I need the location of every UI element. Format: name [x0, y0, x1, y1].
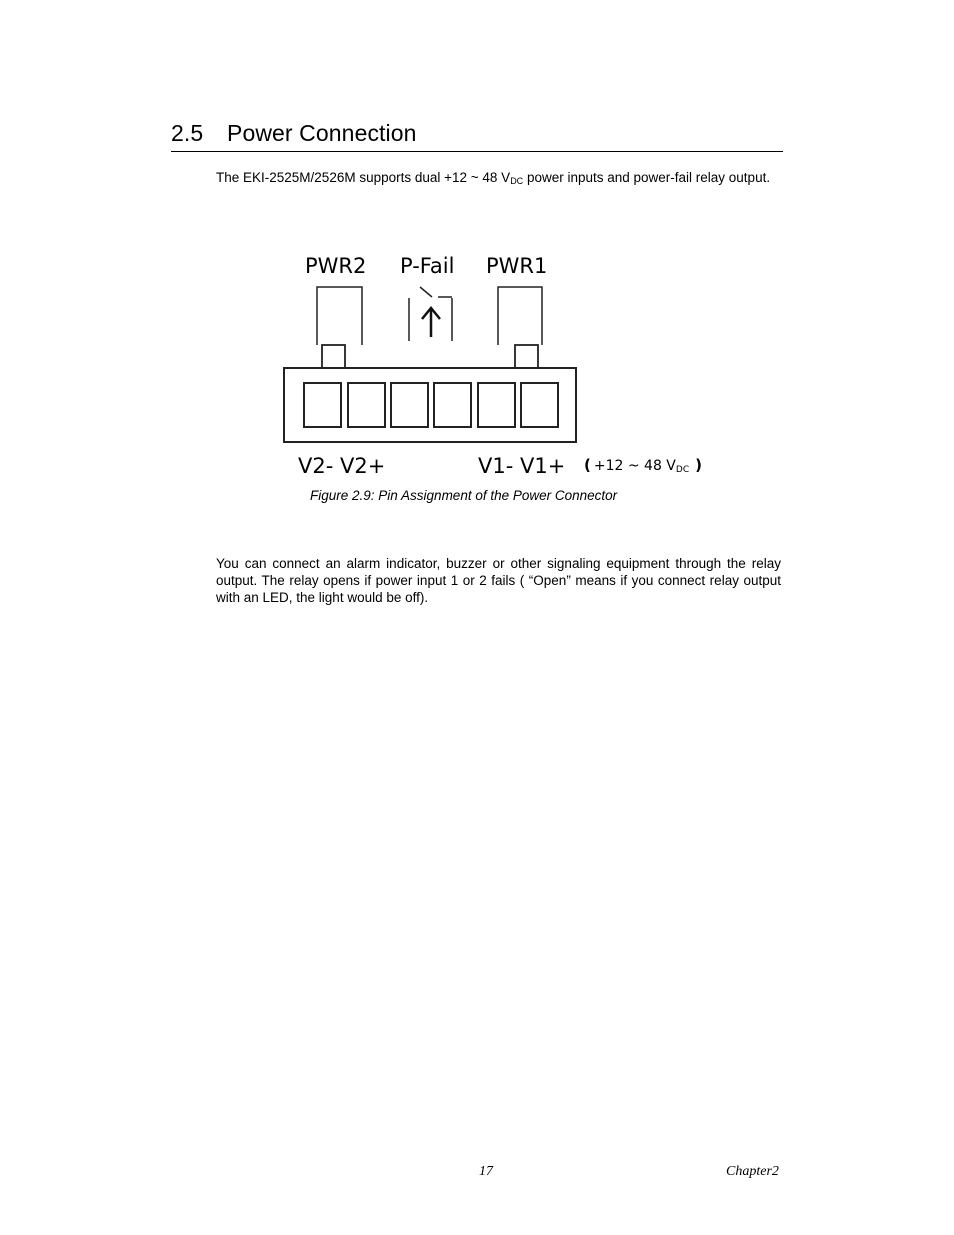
voltage-range: +12 ~ 48 V: [593, 458, 676, 474]
page-number: 17: [479, 1164, 493, 1179]
voltage-open-paren: (: [584, 456, 591, 474]
figure-caption: Figure 2.9: Pin Assignment of the Power Connector: [310, 488, 618, 503]
pwr1-label: PWR1: [486, 254, 548, 278]
pwr2-bracket: [317, 287, 362, 345]
section-title: Power Connection: [227, 120, 417, 146]
pwr1-bracket: [498, 287, 542, 345]
pin-slot: [521, 383, 558, 427]
voltage-range-label: [584, 456, 702, 475]
pfail-label: P-Fail: [400, 254, 455, 278]
pwr1-tab: [515, 345, 538, 368]
intro-text-start: The EKI-2525M/2526M supports dual +12 ~ 48 V: [216, 170, 511, 185]
pwr2-label: PWR2: [305, 254, 367, 278]
connector-housing: [284, 368, 576, 442]
chapter-label: Chapter2: [726, 1164, 779, 1179]
intro-paragraph: [216, 169, 781, 186]
voltage-subscript: DC: [675, 465, 690, 475]
pin-slot: [348, 383, 385, 427]
arrow-up-icon: [422, 308, 440, 337]
section-number: 2.5: [171, 120, 204, 146]
pin-slot: [478, 383, 515, 427]
section-heading: [171, 120, 417, 147]
pin-slot: [434, 383, 471, 427]
v1-pin-label: V1- V1+: [478, 454, 566, 478]
intro-subscript: DC: [510, 176, 524, 186]
relay-switch: [420, 287, 452, 297]
pin-slot: [304, 383, 341, 427]
intro-text-end: power inputs and power-fail relay output.: [523, 170, 771, 185]
voltage-close-paren: ): [695, 456, 702, 474]
body-paragraph: You can connect an alarm indicator, buzzer or other signaling equipment through the relay output. The relay opens if power input 1 or 2 fails ( “Open” means if you connect relay output with an LED, the light would be off).: [216, 556, 781, 605]
pin-slot: [391, 383, 428, 427]
pwr2-tab: [322, 345, 345, 368]
heading-rule: [171, 151, 783, 152]
power-connector-diagram: [280, 245, 720, 485]
v2-pin-label: V2- V2+: [298, 454, 386, 478]
